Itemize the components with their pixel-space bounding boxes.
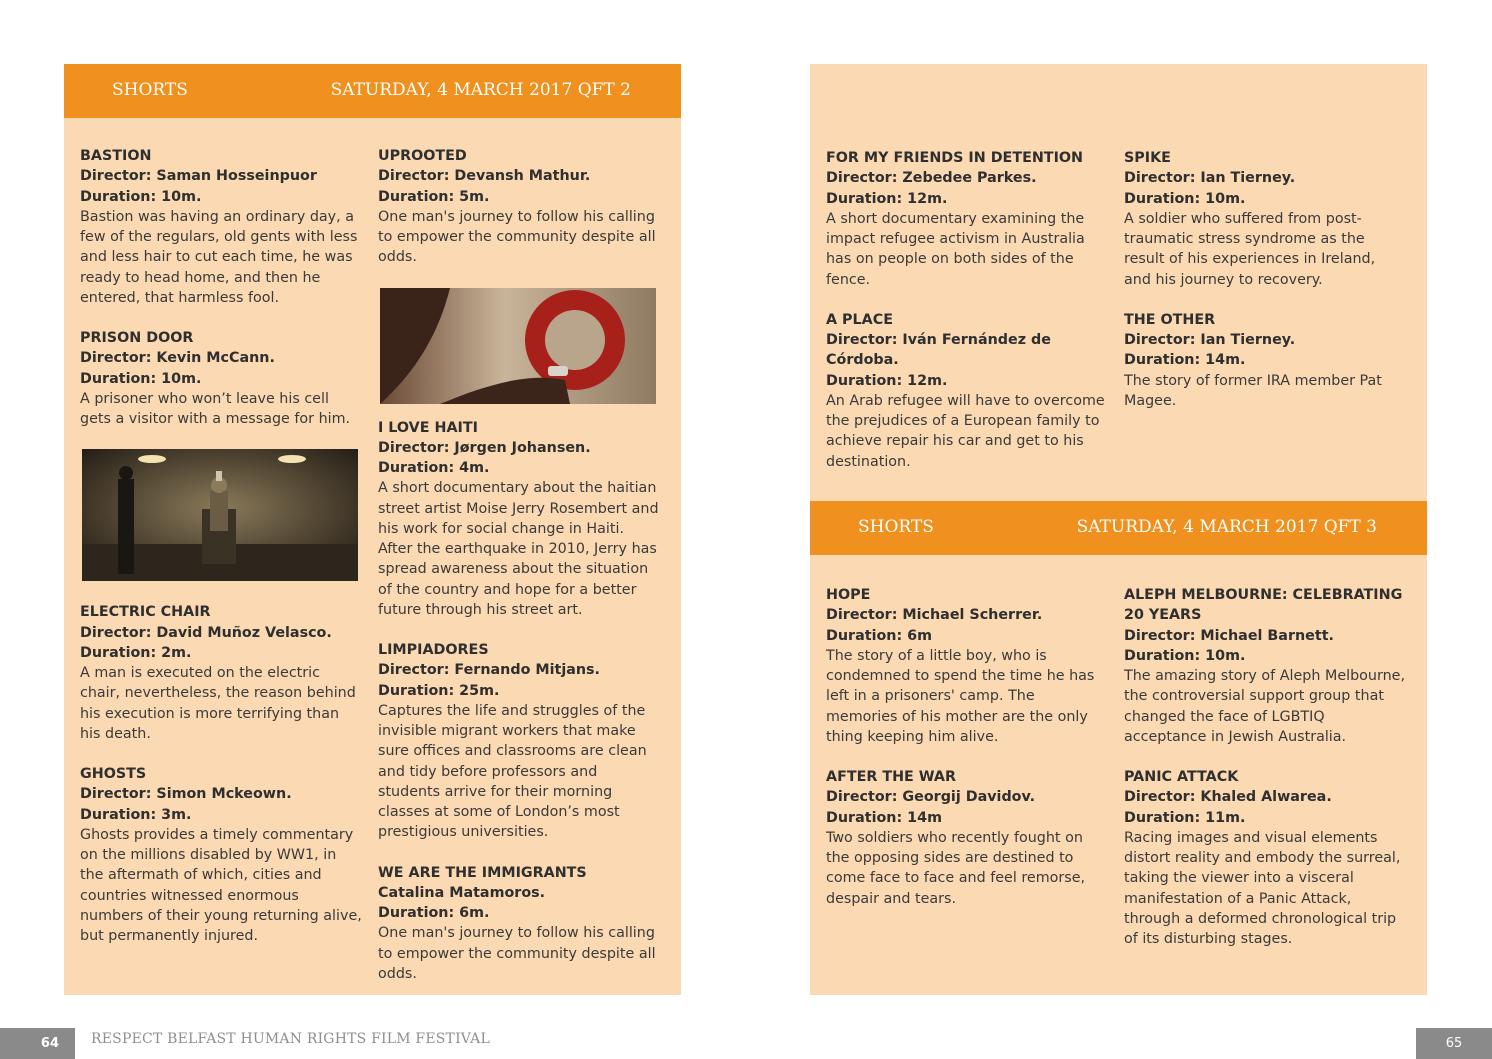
film-duration: Duration: 6m. — [378, 905, 490, 921]
left-column-1 — [80, 146, 362, 966]
film-description: One man's journey to follow his calling to empower the community despite all odds. — [378, 208, 656, 266]
film-title: THE OTHER — [1124, 311, 1216, 328]
film-after-the-war — [826, 767, 1108, 909]
film-description: A man is executed on the electric chair, nevertheless, the reason behind his execution is more terrifying than his death. — [80, 665, 356, 742]
film-panic-attack — [1124, 767, 1406, 949]
film-duration: Duration: 10m. — [80, 188, 202, 205]
i-love-haiti-still-graphic — [380, 288, 656, 404]
film-director: Director: Georgij Davidov. — [826, 789, 1036, 806]
banner-title: SHORTS — [858, 517, 934, 537]
film-title: LIMPIADORES — [378, 642, 489, 658]
film-duration: Duration: 2m. — [80, 644, 192, 661]
film-title: SPIKE — [1124, 150, 1171, 166]
film-duration: Duration: 12m. — [826, 190, 948, 207]
left-page-number: 64 — [0, 1028, 75, 1059]
film-title: AFTER THE WAR — [826, 769, 956, 785]
right-top-column-2 — [1124, 148, 1406, 431]
film-a-place — [826, 310, 1108, 472]
film-director: Director: David Muñoz Velasco. — [80, 624, 332, 641]
film-prison-door — [80, 328, 362, 429]
film-director: Director: Saman Hosseinpuor — [80, 168, 317, 185]
banner-title: SHORTS — [112, 80, 188, 100]
film-electric-chair — [80, 602, 362, 744]
film-for-my-friends-in-detention — [826, 148, 1108, 290]
film-ghosts — [80, 764, 362, 946]
film-director: Catalina Matamoros. — [378, 884, 546, 901]
film-duration: Duration: 6m — [826, 627, 933, 644]
film-title: WE ARE THE IMMIGRANTS — [378, 864, 587, 881]
film-description: A short documentary examining the impact refugee activism in Australia has on people on both sides of the fence. — [826, 210, 1085, 288]
right-bottom-column-1 — [826, 585, 1108, 929]
film-title: PRISON DOOR — [80, 330, 194, 346]
film-title: FOR MY FRIENDS IN DETENTION — [826, 150, 1084, 166]
film-description: The story of former IRA member Pat Magee. — [1124, 372, 1382, 409]
film-description: Bastion was having an ordinary day, a few of the regulars, old gents with less and less hair to cut each time, he was ready to head home, and then he entered, that harmless fool. — [80, 208, 358, 306]
left-column-2 — [378, 146, 660, 1004]
film-limpiadores — [378, 640, 660, 843]
film-description: One man's journey to follow his calling to empower the community despite all odds. — [378, 925, 656, 982]
film-title: ALEPH MELBOURNE: CELEBRATING 20 YEARS — [1124, 587, 1403, 624]
electric-chair-still-graphic — [82, 449, 358, 581]
film-description: Ghosts provides a timely commentary on the millions disabled by WW1, in the aftermath of which, cities and countries witnessed enormous numbers of their young returning alive, but permanently injured. — [80, 826, 362, 944]
film-description: A soldier who suffered from post-traumatic stress syndrome as the result of his experiences in Ireland, and his journey to recovery. — [1124, 210, 1376, 288]
film-duration: Duration: 12m. — [826, 372, 948, 389]
film-director: Director: Michael Barnett. — [1124, 627, 1334, 644]
qft2-banner — [64, 64, 681, 118]
film-director: Director: Iván Fernández de Córdoba. — [826, 332, 1051, 369]
banner-date: SATURDAY, 4 MARCH 2017 QFT 2 — [330, 80, 631, 100]
film-we-are-the-immigrants — [378, 863, 660, 985]
film-director: Director: Jørgen Johansen. — [378, 439, 591, 456]
film-director: Director: Kevin McCann. — [80, 350, 275, 367]
film-description: An Arab refugee will have to overcome the prejudices of a European family to achieve repair his car and get to his destination. — [826, 392, 1105, 470]
film-uprooted — [378, 146, 660, 268]
film-duration: Duration: 4m. — [378, 460, 490, 476]
left-page-panel — [64, 64, 681, 995]
film-description: The story of a little boy, who is condemned to spend the time he has left in a prisoners' camp. The memories of his mother are the only thing keeping him alive. — [826, 647, 1095, 745]
i-love-haiti-still-image — [380, 288, 656, 404]
right-top-column-1 — [826, 148, 1108, 492]
film-duration: Duration: 11m. — [1124, 809, 1246, 826]
film-title: GHOSTS — [80, 766, 147, 782]
film-title: BASTION — [80, 148, 152, 164]
film-description: Two soldiers who recently fought on the opposing sides are destined to come face to face and feel remorse, despair and tears. — [826, 829, 1086, 907]
film-duration: Duration: 14m. — [1124, 352, 1246, 369]
film-duration: Duration: 3m. — [80, 806, 192, 823]
film-director: Director: Devansh Mathur. — [378, 168, 591, 185]
film-director: Director: Ian Tierney. — [1124, 332, 1296, 348]
film-duration: Duration: 14m — [826, 809, 942, 826]
right-page-number: 65 — [1416, 1028, 1492, 1059]
film-title: PANIC ATTACK — [1124, 769, 1239, 785]
festival-name: RESPECT BELFAST HUMAN RIGHTS FILM FESTIVAL — [91, 1031, 490, 1047]
film-duration: Duration: 5m. — [378, 188, 490, 205]
film-description: Racing images and visual elements distort reality and embody the surreal, taking the viewer into a visceral manifestation of a Panic Attack, through a deformed chronological trip of its disturbing stages. — [1124, 829, 1401, 947]
film-title: UPROOTED — [378, 148, 467, 164]
film-title: A PLACE — [826, 311, 893, 328]
electric-chair-still-image — [82, 449, 358, 581]
film-description: A short documentary about the haitian street artist Moise Jerry Rosembert and his work for social change in Haiti. After the earthquake in 2010, Jerry has spread awareness about the situation of the country and hope for a better future through his street art. — [378, 480, 659, 618]
film-duration: Duration: 10m. — [1124, 647, 1246, 664]
film-description: A prisoner who won’t leave his cell gets a visitor with a message for him. — [80, 390, 351, 427]
film-director: Director: Khaled Alwarea. — [1124, 789, 1332, 806]
film-description: The amazing story of Aleph Melbourne, the controversial support group that changed the face of LGBTIQ acceptance in Jewish Australia. — [1124, 668, 1405, 745]
right-bottom-column-2 — [1124, 585, 1406, 969]
film-bastion — [80, 146, 362, 308]
film-duration: Duration: 10m. — [80, 370, 202, 387]
film-director: Director: Zebedee Parkes. — [826, 170, 1037, 187]
film-director: Director: Michael Scherrer. — [826, 607, 1043, 624]
qft3-banner — [810, 501, 1427, 555]
film-duration: Duration: 10m. — [1124, 190, 1246, 207]
film-title: I LOVE HAITI — [378, 419, 478, 436]
film-spike — [1124, 148, 1406, 290]
film-i-love-haiti — [378, 418, 660, 621]
film-title: HOPE — [826, 587, 871, 603]
film-hope — [826, 585, 1108, 747]
film-director: Director: Ian Tierney. — [1124, 170, 1296, 187]
right-page-panel — [810, 64, 1427, 995]
film-director: Director: Simon Mckeown. — [80, 786, 292, 803]
film-title: ELECTRIC CHAIR — [80, 604, 211, 621]
film-description: Captures the life and struggles of the invisible migrant workers that make sure offices and classrooms are clean and tidy before professors and students arrive for their morning classes at some of London’s most prestigious universities. — [378, 702, 647, 841]
film-the-other — [1124, 310, 1406, 411]
film-aleph-melbourne — [1124, 585, 1406, 747]
film-duration: Duration: 25m. — [378, 682, 500, 699]
film-director: Director: Fernando Mitjans. — [378, 662, 600, 679]
banner-date: SATURDAY, 4 MARCH 2017 QFT 3 — [1076, 517, 1377, 537]
